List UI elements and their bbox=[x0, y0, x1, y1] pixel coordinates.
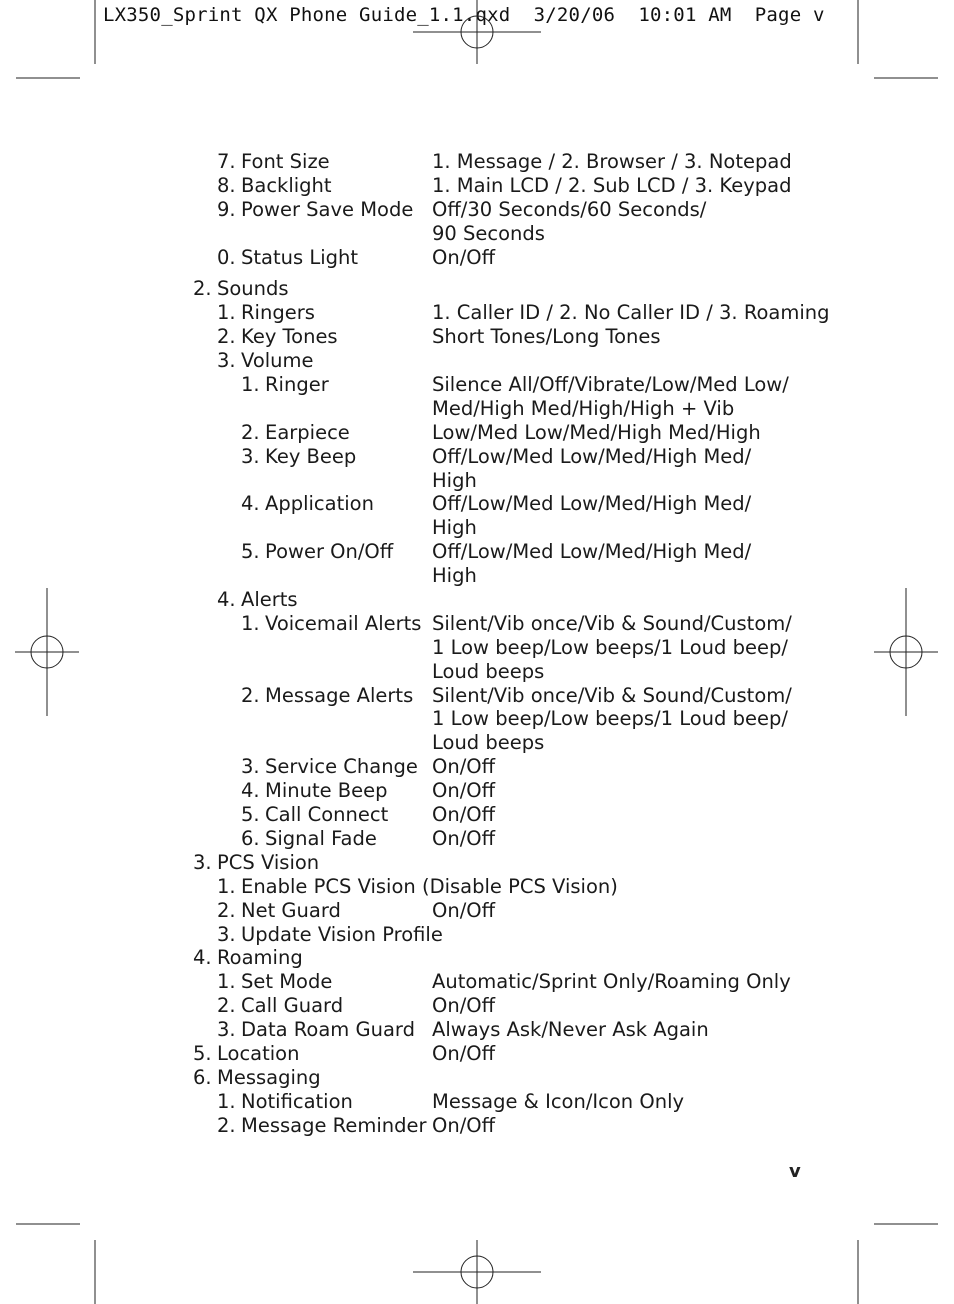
menu-row bbox=[0, 246, 954, 270]
menu-row bbox=[0, 540, 954, 564]
menu-row bbox=[0, 564, 954, 588]
menu-item-options: 90 Seconds bbox=[432, 221, 545, 245]
menu-row bbox=[0, 277, 954, 301]
menu-row bbox=[0, 1018, 954, 1042]
menu-item-number: 2. bbox=[193, 277, 212, 301]
menu-item-options: On/Off bbox=[432, 1041, 496, 1065]
menu-item-options: On/Off bbox=[432, 245, 496, 269]
menu-item-options: Off/Low/Med Low/Med/High Med/ bbox=[432, 492, 752, 516]
menu-item-label: Signal Fade bbox=[265, 826, 377, 850]
menu-item-label: Service Change bbox=[265, 755, 418, 779]
menu-item-options: High bbox=[432, 468, 477, 492]
menu-item-label: Backlight bbox=[241, 173, 332, 197]
menu-row bbox=[0, 301, 954, 325]
menu-row bbox=[0, 851, 954, 875]
menu-row bbox=[0, 373, 954, 397]
menu-item-options: Off/30 Seconds/60 Seconds/ bbox=[432, 197, 707, 221]
menu-row bbox=[0, 970, 954, 994]
menu-row bbox=[0, 1114, 954, 1138]
menu-item-label: Key Tones bbox=[241, 325, 338, 349]
menu-item-number: 4. bbox=[193, 946, 212, 970]
menu-item-options: On/Off bbox=[432, 1113, 496, 1137]
menu-item-label: PCS Vision bbox=[217, 850, 320, 874]
menu-item-number: 5. bbox=[193, 1041, 212, 1065]
menu-item-label: Enable PCS Vision (Disable PCS Vision) bbox=[241, 874, 618, 898]
menu-item-options: 1. Main LCD / 2. Sub LCD / 3. Keypad bbox=[432, 173, 792, 197]
menu-item-label: Location bbox=[217, 1041, 300, 1065]
menu-row bbox=[0, 397, 954, 421]
menu-row bbox=[0, 421, 954, 445]
menu-item-options: On/Off bbox=[432, 826, 496, 850]
menu-item-number: 1. bbox=[217, 874, 236, 898]
menu-item-options: Silent/Vib once/Vib & Sound/Custom/ bbox=[432, 611, 792, 635]
menu-row bbox=[0, 150, 954, 174]
menu-item-number: 2. bbox=[241, 683, 260, 707]
menu-item-options: On/Off bbox=[432, 779, 496, 803]
menu-item-label: Call Connect bbox=[265, 803, 389, 827]
menu-row bbox=[0, 946, 954, 970]
menu-item-number: 3. bbox=[217, 1018, 236, 1042]
menu-item-options: On/Off bbox=[432, 803, 496, 827]
menu-item-number: 1. bbox=[217, 1089, 236, 1113]
menu-item-options: Automatic/Sprint Only/Roaming Only bbox=[432, 970, 791, 994]
menu-item-label: Status Light bbox=[241, 245, 358, 269]
menu-item-label: Power On/Off bbox=[265, 540, 394, 564]
menu-item-label: Roaming bbox=[217, 946, 303, 970]
menu-item-label: Messaging bbox=[217, 1065, 321, 1089]
menu-item-number: 2. bbox=[217, 1113, 236, 1137]
menu-item-number: 2. bbox=[217, 994, 236, 1018]
menu-item-label: Message Reminder bbox=[241, 1113, 427, 1137]
menu-item-number: 3. bbox=[217, 922, 236, 946]
menu-item-options: Med/High Med/High/High + Vib bbox=[432, 396, 735, 420]
menu-item-number: 2. bbox=[241, 420, 260, 444]
menu-item-number: 1. bbox=[217, 301, 236, 325]
menu-item-options: 1 Low beep/Low beeps/1 Loud beep/ bbox=[432, 707, 788, 731]
menu-item-number: 4. bbox=[217, 588, 236, 612]
menu-item-options: Silent/Vib once/Vib & Sound/Custom/ bbox=[432, 683, 792, 707]
menu-row bbox=[0, 198, 954, 222]
menu-item-number: 6. bbox=[241, 826, 260, 850]
menu-item-options: Loud beeps bbox=[432, 659, 545, 683]
menu-item-number: 4. bbox=[241, 492, 260, 516]
menu-item-options: Message & Icon/Icon Only bbox=[432, 1089, 685, 1113]
menu-row bbox=[0, 1066, 954, 1090]
menu-item-options: Off/Low/Med Low/Med/High Med/ bbox=[432, 540, 752, 564]
menu-item-number: 6. bbox=[193, 1065, 212, 1089]
menu-item-options: On/Off bbox=[432, 898, 496, 922]
menu-item-number: 8. bbox=[217, 173, 236, 197]
menu-item-options: 1 Low beep/Low beeps/1 Loud beep/ bbox=[432, 635, 788, 659]
menu-row bbox=[0, 174, 954, 198]
registration-mark-bottom bbox=[413, 1240, 541, 1304]
menu-item-label: Data Roam Guard bbox=[241, 1018, 415, 1042]
menu-item-number: 3. bbox=[241, 755, 260, 779]
menu-item-label: Set Mode bbox=[241, 970, 333, 994]
menu-row bbox=[0, 612, 954, 636]
menu-item-label: Net Guard bbox=[241, 898, 341, 922]
menu-item-label: Notification bbox=[241, 1089, 353, 1113]
menu-row bbox=[0, 827, 954, 851]
menu-row bbox=[0, 731, 954, 755]
menu-item-options: Short Tones/Long Tones bbox=[432, 325, 661, 349]
menu-item-number: 4. bbox=[241, 779, 260, 803]
menu-item-options: High bbox=[432, 564, 477, 588]
menu-row bbox=[0, 994, 954, 1018]
menu-item-options: On/Off bbox=[432, 994, 496, 1018]
settings-menu-list bbox=[0, 150, 954, 1138]
menu-item-number: 3. bbox=[217, 349, 236, 373]
menu-row bbox=[0, 1090, 954, 1114]
menu-row bbox=[0, 469, 954, 493]
menu-item-number: 7. bbox=[217, 150, 236, 173]
menu-row bbox=[0, 803, 954, 827]
menu-item-label: Volume bbox=[241, 349, 314, 373]
menu-row bbox=[0, 660, 954, 684]
menu-item-number: 1. bbox=[217, 970, 236, 994]
menu-item-options: 1. Message / 2. Browser / 3. Notepad bbox=[432, 150, 792, 173]
registration-mark-top bbox=[413, 0, 541, 64]
menu-item-label: Alerts bbox=[241, 588, 298, 612]
menu-row bbox=[0, 779, 954, 803]
menu-item-label: Ringers bbox=[241, 301, 315, 325]
menu-item-number: 9. bbox=[217, 197, 236, 221]
menu-item-options: High bbox=[432, 516, 477, 540]
menu-item-label: Key Beep bbox=[265, 444, 357, 468]
print-slug: LX350_Sprint QX Phone Guide_1.1.qxd 3/20/06 10:01 AM Page v bbox=[103, 4, 825, 26]
menu-item-number: 1. bbox=[241, 611, 260, 635]
menu-item-options: On/Off bbox=[432, 755, 496, 779]
menu-item-number: 2. bbox=[217, 325, 236, 349]
menu-item-label: Voicemail Alerts bbox=[265, 611, 422, 635]
menu-item-number: 1. bbox=[241, 373, 260, 397]
menu-item-label: Minute Beep bbox=[265, 779, 388, 803]
menu-item-options: Loud beeps bbox=[432, 731, 545, 755]
menu-item-label: Call Guard bbox=[241, 994, 344, 1018]
menu-item-number: 2. bbox=[217, 898, 236, 922]
menu-item-number: 0. bbox=[217, 245, 236, 269]
menu-row bbox=[0, 445, 954, 469]
menu-row bbox=[0, 755, 954, 779]
menu-item-label: Earpiece bbox=[265, 420, 350, 444]
menu-item-label: Update Vision Profile bbox=[241, 922, 443, 946]
menu-item-label: Ringer bbox=[265, 373, 329, 397]
menu-row bbox=[0, 899, 954, 923]
menu-item-options: Low/Med Low/Med/High Med/High bbox=[432, 420, 761, 444]
menu-item-number: 5. bbox=[241, 540, 260, 564]
menu-item-number: 3. bbox=[241, 444, 260, 468]
menu-row bbox=[0, 923, 954, 947]
menu-item-label: Sounds bbox=[217, 277, 289, 301]
menu-row bbox=[0, 349, 954, 373]
menu-row bbox=[0, 516, 954, 540]
menu-item-label: Application bbox=[265, 492, 374, 516]
page-number: v bbox=[789, 1161, 801, 1182]
menu-item-options: Off/Low/Med Low/Med/High Med/ bbox=[432, 444, 752, 468]
menu-row bbox=[0, 1042, 954, 1066]
menu-row bbox=[0, 325, 954, 349]
menu-item-label: Message Alerts bbox=[265, 683, 414, 707]
menu-item-label: Power Save Mode bbox=[241, 197, 414, 221]
menu-item-options: Always Ask/Never Ask Again bbox=[432, 1018, 709, 1042]
menu-item-options: Silence All/Off/Vibrate/Low/Med Low/ bbox=[432, 373, 789, 397]
menu-row bbox=[0, 707, 954, 731]
menu-item-number: 5. bbox=[241, 803, 260, 827]
menu-row bbox=[0, 684, 954, 708]
menu-row bbox=[0, 588, 954, 612]
menu-row bbox=[0, 875, 954, 899]
menu-row bbox=[0, 222, 954, 246]
menu-item-label: Font Size bbox=[241, 150, 330, 173]
menu-item-number: 3. bbox=[193, 850, 212, 874]
menu-row bbox=[0, 492, 954, 516]
menu-item-options: 1. Caller ID / 2. No Caller ID / 3. Roaming bbox=[432, 301, 830, 325]
menu-row bbox=[0, 636, 954, 660]
